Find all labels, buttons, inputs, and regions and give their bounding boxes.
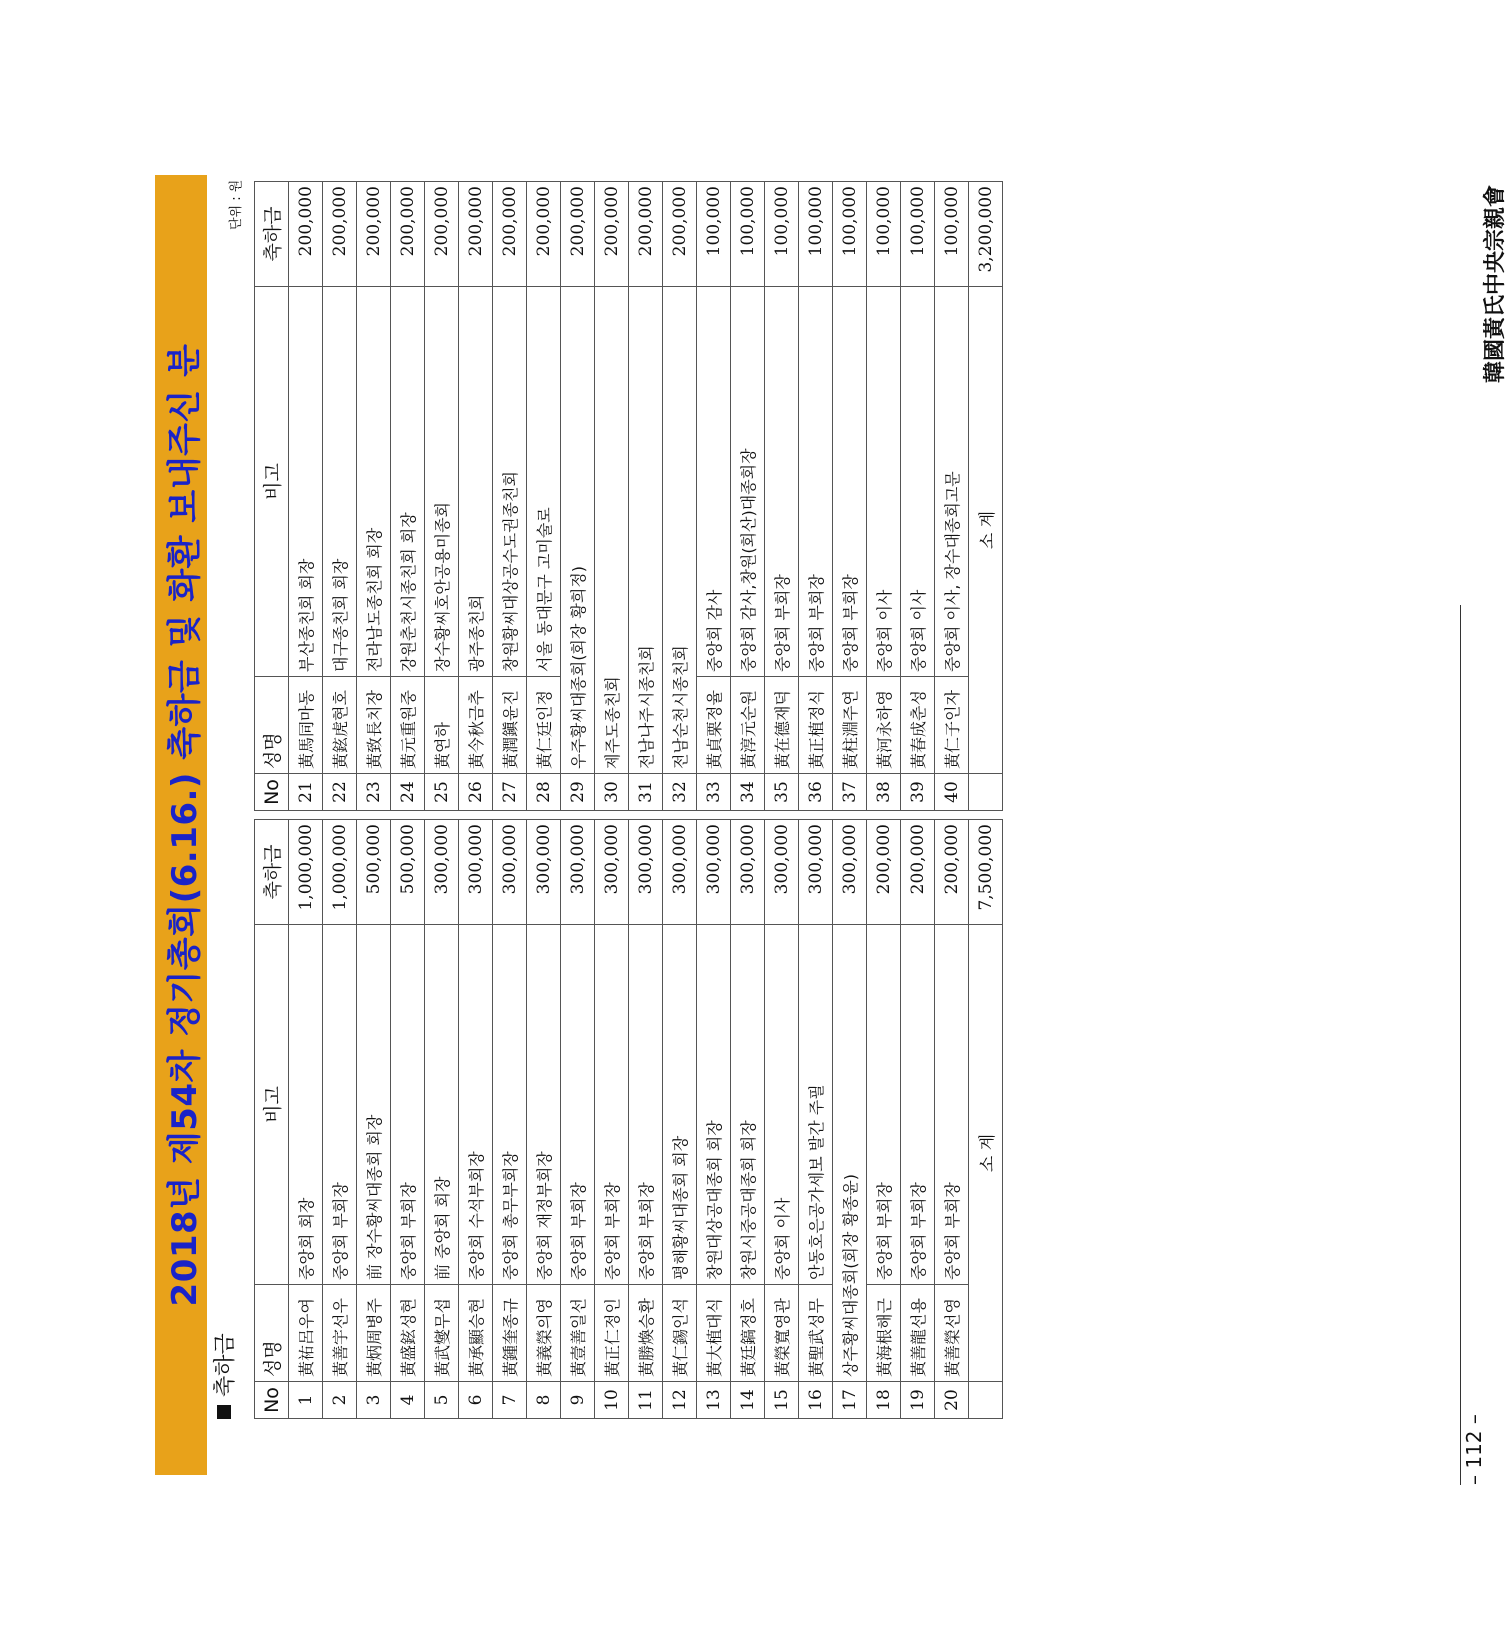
cell-amount: 500,000 xyxy=(357,820,391,925)
cell-amount: 300,000 xyxy=(527,820,561,925)
cell-note: 전라남도종친회 회장 xyxy=(357,287,391,677)
cell-no: 39 xyxy=(901,774,935,811)
table-row xyxy=(527,182,561,811)
cell-note: 前 장수황씨대종회 회장 xyxy=(357,925,391,1285)
donation-table-right xyxy=(254,181,1003,811)
cell-amount: 200,000 xyxy=(493,182,527,287)
cell-name: 우주황씨대종회(회장 황희정) xyxy=(561,287,595,774)
cell-name: 黃壹善일선 xyxy=(561,1285,595,1382)
cell-name: 黃元重원중 xyxy=(391,677,425,774)
table-row xyxy=(901,820,935,1419)
table-row xyxy=(595,182,629,811)
cell-no: 40 xyxy=(935,774,969,811)
table-row xyxy=(901,182,935,811)
cell-name: 黃海根해근 xyxy=(867,1285,901,1382)
cell-amount: 300,000 xyxy=(663,820,697,925)
table-row xyxy=(425,182,459,811)
cell-note: 창원황씨대상공수도권종친회 xyxy=(493,287,527,677)
page-number: – 112 – xyxy=(1462,1414,1486,1485)
cell-note: 중앙회 이사, 장수대종회고문 xyxy=(935,287,969,677)
table-row xyxy=(833,820,867,1419)
cell-amount: 300,000 xyxy=(595,820,629,925)
table-row xyxy=(663,820,697,1419)
cell-note: 강원춘천시종친회 회장 xyxy=(391,287,425,677)
cell-no: 18 xyxy=(867,1382,901,1419)
cell-amount: 300,000 xyxy=(629,820,663,925)
cell-name: 黃河永하영 xyxy=(867,677,901,774)
footer-organization: 韓國黃氏中央宗親會 xyxy=(1482,185,1508,384)
table-row xyxy=(799,182,833,811)
cell-name: 黃春成춘성 xyxy=(901,677,935,774)
cell-amount: 500,000 xyxy=(391,820,425,925)
cell-note: 창원시중공대종회 회장 xyxy=(731,925,765,1285)
subtotal-label: 소 계 xyxy=(969,925,1003,1382)
table-row xyxy=(391,182,425,811)
cell-amount: 300,000 xyxy=(833,820,867,925)
cell-name: 黃鉉虎현호 xyxy=(323,677,357,774)
cell-no: 28 xyxy=(527,774,561,811)
table-row xyxy=(697,182,731,811)
cell-amount: 200,000 xyxy=(357,182,391,287)
cell-note: 중앙회 이사 xyxy=(867,287,901,677)
cell-note: 중앙회 부회장 xyxy=(935,925,969,1285)
table-row xyxy=(867,820,901,1419)
table-row xyxy=(323,182,357,811)
table-row xyxy=(323,820,357,1419)
cell-name: 黃廷鎬정호 xyxy=(731,1285,765,1382)
cell-amount: 200,000 xyxy=(935,820,969,925)
cell-amount: 300,000 xyxy=(425,820,459,925)
cell-no: 10 xyxy=(595,1382,629,1419)
cell-note: 前 중앙회 회장 xyxy=(425,925,459,1285)
table-row xyxy=(765,182,799,811)
table-row xyxy=(867,182,901,811)
cell-no: 25 xyxy=(425,774,459,811)
table-row xyxy=(357,820,391,1419)
cell-note: 중앙회 이사 xyxy=(901,287,935,677)
cell-no: 23 xyxy=(357,774,391,811)
cell-no: 6 xyxy=(459,1382,493,1419)
cell-amount: 200,000 xyxy=(391,182,425,287)
cell-name: 黃仁廷인정 xyxy=(527,677,561,774)
cell-name: 黃馬同마동 xyxy=(289,677,323,774)
cell-no: 27 xyxy=(493,774,527,811)
cell-name: 黃柱淵주연 xyxy=(833,677,867,774)
cell-name: 黃炳周병주 xyxy=(357,1285,391,1382)
cell-note: 중앙회 부회장 xyxy=(595,925,629,1285)
cell-name: 黃善宇선우 xyxy=(323,1285,357,1382)
cell-amount: 300,000 xyxy=(799,820,833,925)
table-row xyxy=(595,820,629,1419)
cell-name: 黃正植정식 xyxy=(799,677,833,774)
cell-no: 16 xyxy=(799,1382,833,1419)
cell-name: 黃善榮선영 xyxy=(935,1285,969,1382)
cell-no: 12 xyxy=(663,1382,697,1419)
table-row xyxy=(799,820,833,1419)
header-no: No xyxy=(255,1382,289,1419)
cell-name: 黃祐呂우여 xyxy=(289,1285,323,1382)
square-bullet-icon xyxy=(217,1405,231,1419)
unit-label: 단위 : 원 xyxy=(229,179,244,230)
cell-note: 광주종친회 xyxy=(459,287,493,677)
cell-note: 중앙회 부회장 xyxy=(323,925,357,1285)
header-note: 비고 xyxy=(255,925,289,1285)
table-row xyxy=(561,182,595,811)
cell-amount: 100,000 xyxy=(867,182,901,287)
cell-name: 黃善龍선용 xyxy=(901,1285,935,1382)
cell-no: 33 xyxy=(697,774,731,811)
cell-amount: 200,000 xyxy=(425,182,459,287)
cell-no: 36 xyxy=(799,774,833,811)
cell-name: 黃在德재덕 xyxy=(765,677,799,774)
subtotal-row xyxy=(969,820,1003,1419)
cell-amount: 200,000 xyxy=(663,182,697,287)
cell-amount: 200,000 xyxy=(629,182,663,287)
header-note: 비고 xyxy=(255,287,289,677)
cell-no: 21 xyxy=(289,774,323,811)
cell-name: 黃榮寬영관 xyxy=(765,1285,799,1382)
cell-name: 黃正仁정인 xyxy=(595,1285,629,1382)
cell-name: 제주도종친회 xyxy=(595,287,629,774)
table-row xyxy=(935,820,969,1419)
cell-no: 35 xyxy=(765,774,799,811)
cell-no: 2 xyxy=(323,1382,357,1419)
cell-note: 중앙회 재정부회장 xyxy=(527,925,561,1285)
cell-amount: 100,000 xyxy=(799,182,833,287)
header-amount: 축하금 xyxy=(255,182,289,287)
subtotal-empty-cell xyxy=(969,774,1003,811)
cell-no: 9 xyxy=(561,1382,595,1419)
cell-name: 전남나주시종친회 xyxy=(629,287,663,774)
cell-no: 29 xyxy=(561,774,595,811)
cell-name: 黃大植대식 xyxy=(697,1285,731,1382)
subtotal-amount: 7,500,000 xyxy=(969,820,1003,925)
cell-note: 중앙회 부회장 xyxy=(901,925,935,1285)
cell-amount: 100,000 xyxy=(731,182,765,287)
cell-no: 37 xyxy=(833,774,867,811)
subtotal-amount: 3,200,000 xyxy=(969,182,1003,287)
cell-no: 15 xyxy=(765,1382,799,1419)
cell-amount: 300,000 xyxy=(765,820,799,925)
cell-name: 黃淳元순원 xyxy=(731,677,765,774)
table-row xyxy=(459,182,493,811)
cell-name: 黃聖武성무 xyxy=(799,1285,833,1382)
table-row xyxy=(629,182,663,811)
subtotal-row xyxy=(969,182,1003,811)
cell-amount: 200,000 xyxy=(561,182,595,287)
cell-no: 14 xyxy=(731,1382,765,1419)
cell-note: 중앙회 부회장 xyxy=(833,287,867,677)
cell-amount: 200,000 xyxy=(595,182,629,287)
header-name: 성명 xyxy=(255,1285,289,1382)
cell-note: 중앙회 총무부회장 xyxy=(493,925,527,1285)
cell-amount: 200,000 xyxy=(289,182,323,287)
cell-name: 黃연하 xyxy=(425,677,459,774)
table-row xyxy=(663,182,697,811)
cell-amount: 200,000 xyxy=(527,182,561,287)
cell-no: 31 xyxy=(629,774,663,811)
cell-note: 평해황씨대종회 회장 xyxy=(663,925,697,1285)
cell-amount: 300,000 xyxy=(561,820,595,925)
cell-no: 20 xyxy=(935,1382,969,1419)
table-row xyxy=(289,182,323,811)
cell-name: 黃仁子인자 xyxy=(935,677,969,774)
cell-amount: 100,000 xyxy=(935,182,969,287)
table-row xyxy=(357,182,391,811)
cell-amount: 200,000 xyxy=(323,182,357,287)
footer-divider xyxy=(1460,605,1461,1485)
cell-name: 黃勝煥승환 xyxy=(629,1285,663,1382)
cell-no: 32 xyxy=(663,774,697,811)
table-row xyxy=(731,182,765,811)
cell-name: 黃鍾奎종규 xyxy=(493,1285,527,1382)
cell-name: 상주황씨대종회(회장 황종윤) xyxy=(833,925,867,1382)
table-row xyxy=(289,820,323,1419)
cell-note: 창원대상공대종회 회장 xyxy=(697,925,731,1285)
cell-no: 38 xyxy=(867,774,901,811)
table-row xyxy=(935,182,969,811)
cell-note: 중앙회 감사,창원(회산)대종회장 xyxy=(731,287,765,677)
cell-note: 안동호은공가세보 발간 주필 xyxy=(799,925,833,1285)
table-row xyxy=(391,820,425,1419)
table-row xyxy=(697,820,731,1419)
table-row xyxy=(561,820,595,1419)
cell-name: 전남순천시종친회 xyxy=(663,287,697,774)
cell-no: 3 xyxy=(357,1382,391,1419)
cell-no: 34 xyxy=(731,774,765,811)
cell-note: 부산종친회 회장 xyxy=(289,287,323,677)
cell-note: 중앙회 이사 xyxy=(765,925,799,1285)
cell-name: 黃仁錫인석 xyxy=(663,1285,697,1382)
cell-amount: 200,000 xyxy=(459,182,493,287)
cell-no: 11 xyxy=(629,1382,663,1419)
cell-note: 중앙회 부회장 xyxy=(629,925,663,1285)
cell-note: 중앙회 부회장 xyxy=(867,925,901,1285)
table-row xyxy=(629,820,663,1419)
cell-name: 黃致長치장 xyxy=(357,677,391,774)
table-row xyxy=(459,820,493,1419)
cell-no: 5 xyxy=(425,1382,459,1419)
cell-name: 黃武燮무섭 xyxy=(425,1285,459,1382)
cell-no: 13 xyxy=(697,1382,731,1419)
table-row xyxy=(493,182,527,811)
subtotal-label: 소 계 xyxy=(969,287,1003,774)
cell-name: 黃今秋금추 xyxy=(459,677,493,774)
donation-table-left xyxy=(254,819,1003,1419)
cell-name: 黃貞栗정율 xyxy=(697,677,731,774)
cell-no: 24 xyxy=(391,774,425,811)
cell-amount: 100,000 xyxy=(765,182,799,287)
cell-no: 4 xyxy=(391,1382,425,1419)
cell-amount: 300,000 xyxy=(731,820,765,925)
cell-amount: 1,000,000 xyxy=(289,820,323,925)
cell-note: 서울 동대문구 고미술로 xyxy=(527,287,561,677)
cell-amount: 200,000 xyxy=(901,820,935,925)
cell-name: 黃潤鎭윤진 xyxy=(493,677,527,774)
cell-note: 중앙회 회장 xyxy=(289,925,323,1285)
header-name: 성명 xyxy=(255,677,289,774)
section-heading xyxy=(208,1333,239,1419)
cell-no: 7 xyxy=(493,1382,527,1419)
cell-name: 黃義榮의영 xyxy=(527,1285,561,1382)
cell-note: 중앙회 감사 xyxy=(697,287,731,677)
table-row xyxy=(425,820,459,1419)
cell-no: 22 xyxy=(323,774,357,811)
table-header-row xyxy=(255,820,289,1419)
cell-amount: 100,000 xyxy=(697,182,731,287)
cell-note: 중앙회 부회장 xyxy=(799,287,833,677)
cell-amount: 1,000,000 xyxy=(323,820,357,925)
cell-note: 중앙회 부회장 xyxy=(391,925,425,1285)
cell-name: 黃承顯승현 xyxy=(459,1285,493,1382)
cell-note: 중앙회 수석부회장 xyxy=(459,925,493,1285)
cell-note: 중앙회 부회장 xyxy=(561,925,595,1285)
page-title: 2018년 제54차 정기총회(6.16.) 축하금 및 화환 보내주신 분 xyxy=(164,343,205,1307)
cell-note: 장수황씨호안공용미종회 xyxy=(425,287,459,677)
cell-no: 8 xyxy=(527,1382,561,1419)
cell-no: 19 xyxy=(901,1382,935,1419)
table-row xyxy=(833,182,867,811)
cell-amount: 300,000 xyxy=(493,820,527,925)
cell-note: 중앙회 부회장 xyxy=(765,287,799,677)
header-amount: 축하금 xyxy=(255,820,289,925)
cell-name: 黃盛鉉성현 xyxy=(391,1285,425,1382)
cell-no: 30 xyxy=(595,774,629,811)
table-row xyxy=(765,820,799,1419)
table-header-row xyxy=(255,182,289,811)
page-title-banner xyxy=(155,175,207,1475)
cell-amount: 100,000 xyxy=(833,182,867,287)
cell-note: 대구종친회 회장 xyxy=(323,287,357,677)
subtotal-empty-cell xyxy=(969,1382,1003,1419)
table-row xyxy=(527,820,561,1419)
cell-no: 26 xyxy=(459,774,493,811)
cell-amount: 200,000 xyxy=(867,820,901,925)
table-row xyxy=(731,820,765,1419)
cell-amount: 100,000 xyxy=(901,182,935,287)
cell-amount: 300,000 xyxy=(697,820,731,925)
cell-amount: 300,000 xyxy=(459,820,493,925)
cell-no: 1 xyxy=(289,1382,323,1419)
cell-no: 17 xyxy=(833,1382,867,1419)
header-no: No xyxy=(255,774,289,811)
section-label: 축하금 xyxy=(213,1333,238,1397)
table-row xyxy=(493,820,527,1419)
